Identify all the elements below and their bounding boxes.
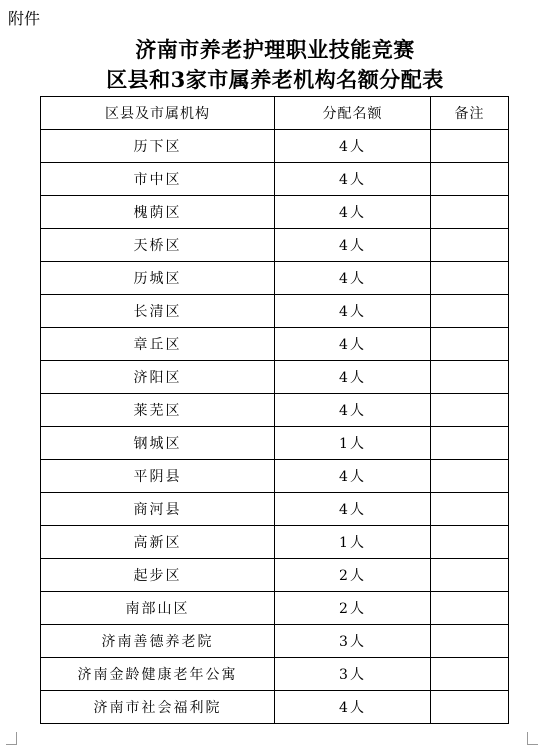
column-header-institution: 区县及市属机构 [41, 97, 275, 130]
quota-cell: 4人 [275, 361, 431, 394]
institution-cell: 济南善德养老院 [41, 625, 275, 658]
institution-cell: 钢城区 [41, 427, 275, 460]
quota-cell: 4人 [275, 493, 431, 526]
note-cell [431, 493, 509, 526]
institution-cell: 市中区 [41, 163, 275, 196]
table-header-row [41, 97, 509, 130]
quota-cell: 1人 [275, 526, 431, 559]
note-cell [431, 295, 509, 328]
note-cell [431, 658, 509, 691]
institution-cell: 章丘区 [41, 328, 275, 361]
table-row [41, 427, 509, 460]
document-title-line2: 区县和3家市属养老机构名额分配表 [106, 67, 444, 92]
table-row [41, 295, 509, 328]
institution-cell: 莱芜区 [41, 394, 275, 427]
institution-cell: 济阳区 [41, 361, 275, 394]
note-cell [431, 427, 509, 460]
note-cell [431, 328, 509, 361]
table-row [41, 625, 509, 658]
institution-cell: 历城区 [41, 262, 275, 295]
note-cell [431, 196, 509, 229]
table-row [41, 130, 509, 163]
institution-cell: 历下区 [41, 130, 275, 163]
table-row [41, 460, 509, 493]
note-cell [431, 460, 509, 493]
institution-cell: 天桥区 [41, 229, 275, 262]
quota-cell: 3人 [275, 658, 431, 691]
table-row [41, 229, 509, 262]
table-row [41, 493, 509, 526]
quota-cell: 4人 [275, 394, 431, 427]
quota-cell: 4人 [275, 196, 431, 229]
table-row [41, 559, 509, 592]
note-cell [431, 130, 509, 163]
institution-cell: 平阴县 [41, 460, 275, 493]
table-row [41, 592, 509, 625]
quota-cell: 4人 [275, 328, 431, 361]
quota-cell: 2人 [275, 559, 431, 592]
page-corner-marker-right [527, 732, 538, 745]
note-cell [431, 163, 509, 196]
note-cell [431, 361, 509, 394]
quota-cell: 4人 [275, 691, 431, 724]
institution-cell: 济南金龄健康老年公寓 [41, 658, 275, 691]
quota-cell: 3人 [275, 625, 431, 658]
page-corner-marker-left [6, 732, 17, 745]
institution-cell: 槐荫区 [41, 196, 275, 229]
quota-cell: 4人 [275, 130, 431, 163]
table-row [41, 361, 509, 394]
institution-cell: 长清区 [41, 295, 275, 328]
institution-cell: 济南市社会福利院 [41, 691, 275, 724]
note-cell [431, 394, 509, 427]
attachment-label: 附件 [8, 9, 41, 28]
column-header-note: 备注 [431, 97, 509, 130]
quota-cell: 1人 [275, 427, 431, 460]
note-cell [431, 229, 509, 262]
table-row [41, 196, 509, 229]
table-row [41, 262, 509, 295]
note-cell [431, 559, 509, 592]
table-row [41, 394, 509, 427]
quota-cell: 4人 [275, 460, 431, 493]
table-row [41, 328, 509, 361]
quota-cell: 4人 [275, 262, 431, 295]
quota-cell: 2人 [275, 592, 431, 625]
table-row [41, 163, 509, 196]
institution-cell: 南部山区 [41, 592, 275, 625]
column-header-quota: 分配名额 [275, 97, 431, 130]
table-row [41, 526, 509, 559]
institution-cell: 高新区 [41, 526, 275, 559]
quota-cell: 4人 [275, 295, 431, 328]
table-row [41, 691, 509, 724]
institution-cell: 商河县 [41, 493, 275, 526]
quota-cell: 4人 [275, 229, 431, 262]
quota-allocation-table [40, 96, 509, 724]
note-cell [431, 592, 509, 625]
institution-cell: 起步区 [41, 559, 275, 592]
note-cell [431, 691, 509, 724]
table-row [41, 658, 509, 691]
note-cell [431, 262, 509, 295]
document-title-line1: 济南市养老护理职业技能竞赛 [135, 37, 415, 62]
note-cell [431, 625, 509, 658]
note-cell [431, 526, 509, 559]
quota-cell: 4人 [275, 163, 431, 196]
